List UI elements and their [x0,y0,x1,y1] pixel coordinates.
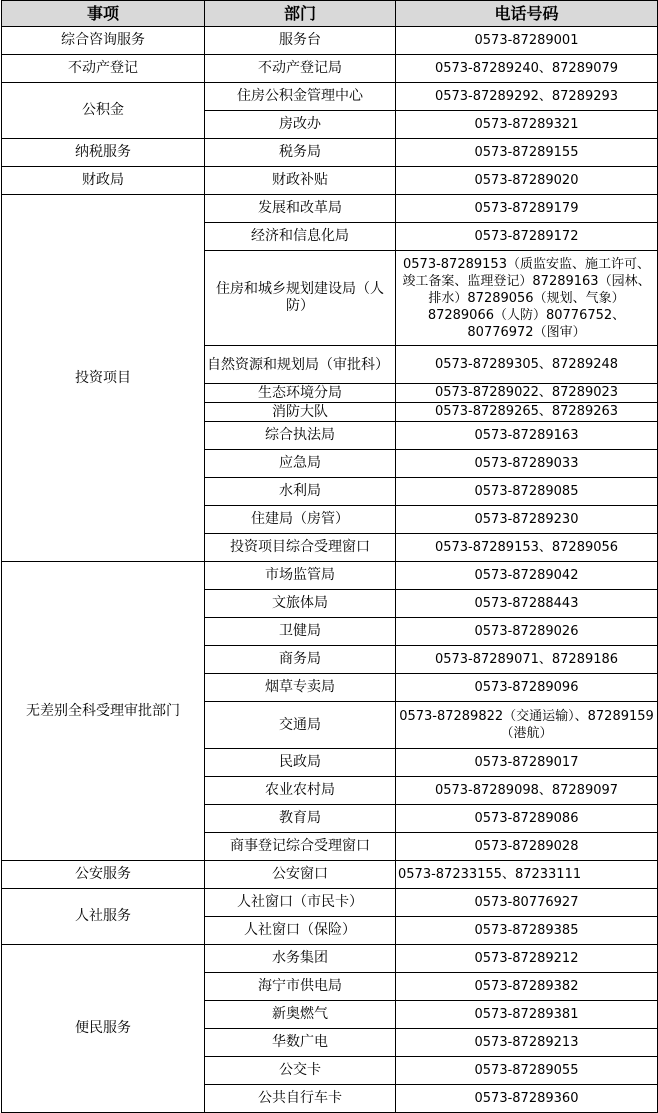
phone-cell: 0573-87289096 [396,674,658,702]
phone-cell: 0573-87289098、87289097 [396,777,658,805]
phone-cell: 0573-87289381 [396,1001,658,1029]
phone-cell: 0573-87289213 [396,1029,658,1057]
phone-cell: 0573-87289212 [396,945,658,973]
department-cell: 民政局 [205,749,396,777]
phone-cell: 0573-87289026 [396,618,658,646]
table-row [2,945,658,973]
phone-cell: 0573-87289155 [396,139,658,167]
table-row [2,83,658,111]
table-row [2,55,658,83]
phone-cell: 0573-87289265、87289263 [396,403,658,422]
department-cell: 公安窗口 [205,861,396,889]
department-cell: 服务台 [205,27,396,55]
phone-cell: 0573-87289240、87289079 [396,55,658,83]
phone-cell: 0573-87289086 [396,805,658,833]
department-cell: 经济和信息化局 [205,223,396,251]
department-cell: 综合执法局 [205,422,396,450]
department-cell: 商事登记综合受理窗口 [205,833,396,861]
department-cell: 住房和城乡规划建设局（人防） [205,251,396,346]
category-cell: 公积金 [2,83,205,139]
department-cell: 投资项目综合受理窗口 [205,534,396,562]
department-cell: 烟草专卖局 [205,674,396,702]
category-cell: 无差别全科受理审批部门 [2,562,205,861]
phone-cell: 0573-87289292、87289293 [396,83,658,111]
department-cell: 公共自行车卡 [205,1085,396,1113]
department-cell: 农业农村局 [205,777,396,805]
column-header-phone: 电话号码 [396,1,658,27]
phone-cell: 0573-87289001 [396,27,658,55]
phone-cell: 0573-87289033 [396,450,658,478]
department-cell: 不动产登记局 [205,55,396,83]
department-cell: 新奥燃气 [205,1001,396,1029]
phone-cell: 0573-87289020 [396,167,658,195]
department-cell: 水利局 [205,478,396,506]
department-cell: 人社窗口（市民卡） [205,889,396,917]
department-cell: 商务局 [205,646,396,674]
phone-cell: 0573-87289382 [396,973,658,1001]
department-cell: 卫健局 [205,618,396,646]
contact-table [1,0,658,1113]
department-cell: 文旅体局 [205,590,396,618]
table-row [2,195,658,223]
phone-cell: 0573-87289360 [396,1085,658,1113]
phone-cell: 0573-87289321 [396,111,658,139]
department-cell: 财政补贴 [205,167,396,195]
phone-cell: 0573-87289055 [396,1057,658,1085]
department-cell: 住房公积金管理中心 [205,83,396,111]
category-cell: 综合咨询服务 [2,27,205,55]
phone-cell: 0573-87289071、87289186 [396,646,658,674]
phone-cell: 0573-87289042 [396,562,658,590]
department-cell: 教育局 [205,805,396,833]
phone-cell: 0573-87289163 [396,422,658,450]
table-row [2,167,658,195]
department-cell: 交通局 [205,702,396,749]
table-row [2,27,658,55]
phone-cell: 0573-87233155、87233111 [396,861,658,889]
phone-cell: 0573-87289085 [396,478,658,506]
column-header-category: 事项 [2,1,205,27]
phone-cell: 0573-87289153（质监安监、施工许可、竣工备案、监理登记）87289163（园林、排水）87289056（规划、气象）87289066（人防）80776752、80776972（图审） [396,251,658,346]
department-cell: 发展和改革局 [205,195,396,223]
department-cell: 房改办 [205,111,396,139]
phone-cell: 0573-87288443 [396,590,658,618]
table-row [2,562,658,590]
department-cell: 水务集团 [205,945,396,973]
department-cell: 自然资源和规划局（审批科） [205,346,396,384]
phone-cell: 0573-87289305、87289248 [396,346,658,384]
department-cell: 消防大队 [205,403,396,422]
header-row [2,1,658,27]
department-cell: 税务局 [205,139,396,167]
department-cell: 海宁市供电局 [205,973,396,1001]
category-cell: 纳税服务 [2,139,205,167]
category-cell: 财政局 [2,167,205,195]
category-cell: 投资项目 [2,195,205,562]
category-cell: 不动产登记 [2,55,205,83]
phone-cell: 0573-87289230 [396,506,658,534]
phone-cell: 0573-87289022、87289023 [396,384,658,403]
department-cell: 人社窗口（保险） [205,917,396,945]
phone-cell: 0573-87289153、87289056 [396,534,658,562]
column-header-department: 部门 [205,1,396,27]
table-row [2,139,658,167]
phone-cell: 0573-80776927 [396,889,658,917]
department-cell: 住建局（房管） [205,506,396,534]
phone-cell: 0573-87289017 [396,749,658,777]
department-cell: 生态环境分局 [205,384,396,403]
department-cell: 华数广电 [205,1029,396,1057]
department-cell: 公交卡 [205,1057,396,1085]
department-cell: 应急局 [205,450,396,478]
table-row [2,889,658,917]
phone-cell: 0573-87289385 [396,917,658,945]
category-cell: 公安服务 [2,861,205,889]
phone-cell: 0573-87289172 [396,223,658,251]
phone-cell: 0573-87289179 [396,195,658,223]
category-cell: 便民服务 [2,945,205,1113]
category-cell: 人社服务 [2,889,205,945]
table-row [2,861,658,889]
department-cell: 市场监管局 [205,562,396,590]
phone-cell: 0573-87289822（交通运输）、87289159（港航） [396,702,658,749]
phone-cell: 0573-87289028 [396,833,658,861]
